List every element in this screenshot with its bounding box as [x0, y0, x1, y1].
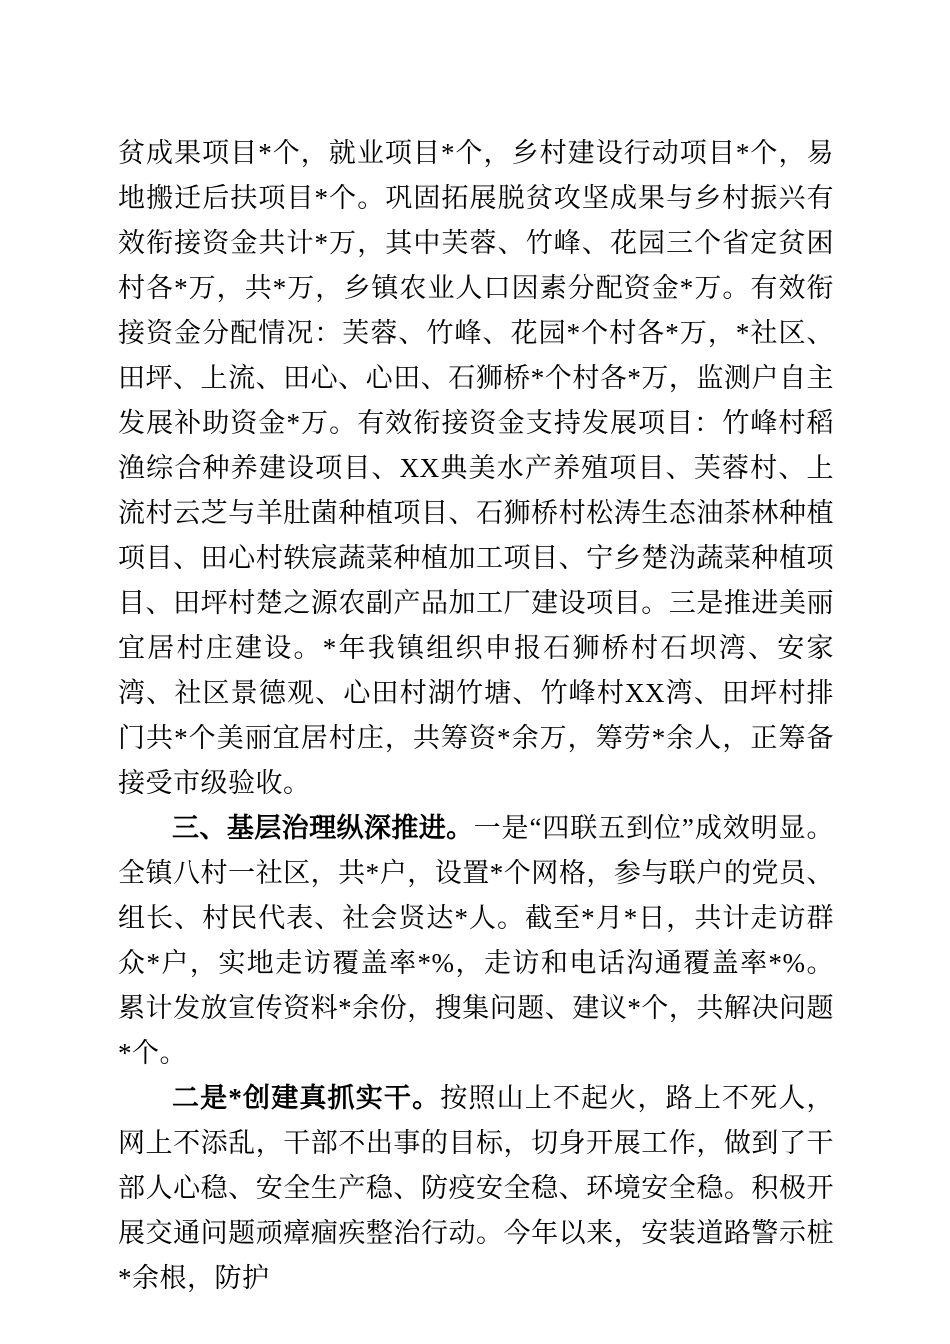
document-body [118, 131, 834, 1301]
paragraph [118, 806, 834, 1076]
text-run: 按照山上不起火，路上不死人，网上不添乱，干部不出事的目标，切身开展工作，做到了干部人心稳、安全生产稳、防疫安全稳、环境安全稳。积极开展交通问题顽瘴痼疾整治行动。今年以来，安装道路警示桩*余根，防护 [118, 1083, 835, 1293]
bold-heading-run: 三、基层治理纵深推进。 [172, 813, 474, 843]
bold-heading-run: 二是*创建真抓实干。 [172, 1083, 441, 1113]
text-run: 一是“四联五到位”成效明显。全镇八村一社区，共*户，设置*个网格，参与联户的党员、组长、村民代表、社会贤达*人。截至*月*日，共计走访群众*户，实地走访覆盖率*%，走访和电话沟通覆盖率*%。累计发放宣传资料*余份，搜集问题、建议*个，共解决问题*个。 [118, 813, 835, 1068]
paragraph [118, 1076, 834, 1301]
paragraph [118, 131, 834, 806]
text-run: 贫成果项目*个，就业项目*个，乡村建设行动项目*个，易地搬迁后扶项目*个。巩固拓展脱贫攻坚成果与乡村振兴有效衔接资金共计*万，其中芙蓉、竹峰、花园三个省定贫困村各*万，共*万，乡镇农业人口因素分配资金*万。有效衔接资金分配情况：芙蓉、竹峰、花园*个村各*万，*社区、田坪、上流、田心、心田、石狮桥*个村各*万，监测户自主发展补助资金*万。有效衔接资金支持发展项目：竹峰村稻渔综合种养建设项目、XX典美水产养殖项目、芙蓉村、上流村云芝与羊肚菌种植项目、石狮桥村松涛生态油茶林种植项目、田心村轶宸蔬菜种植加工项目、宁乡楚沩蔬菜种植项目、田坪村楚之源农副产品加工厂建设项目。三是推进美丽宜居村庄建设。*年我镇组织申报石狮桥村石坝湾、安家湾、社区景德观、心田村湖竹塘、竹峰村XX湾、田坪村排门共*个美丽宜居村庄，共筹资*余万，筹劳*余人，正筹备接受市级验收。 [118, 138, 834, 798]
